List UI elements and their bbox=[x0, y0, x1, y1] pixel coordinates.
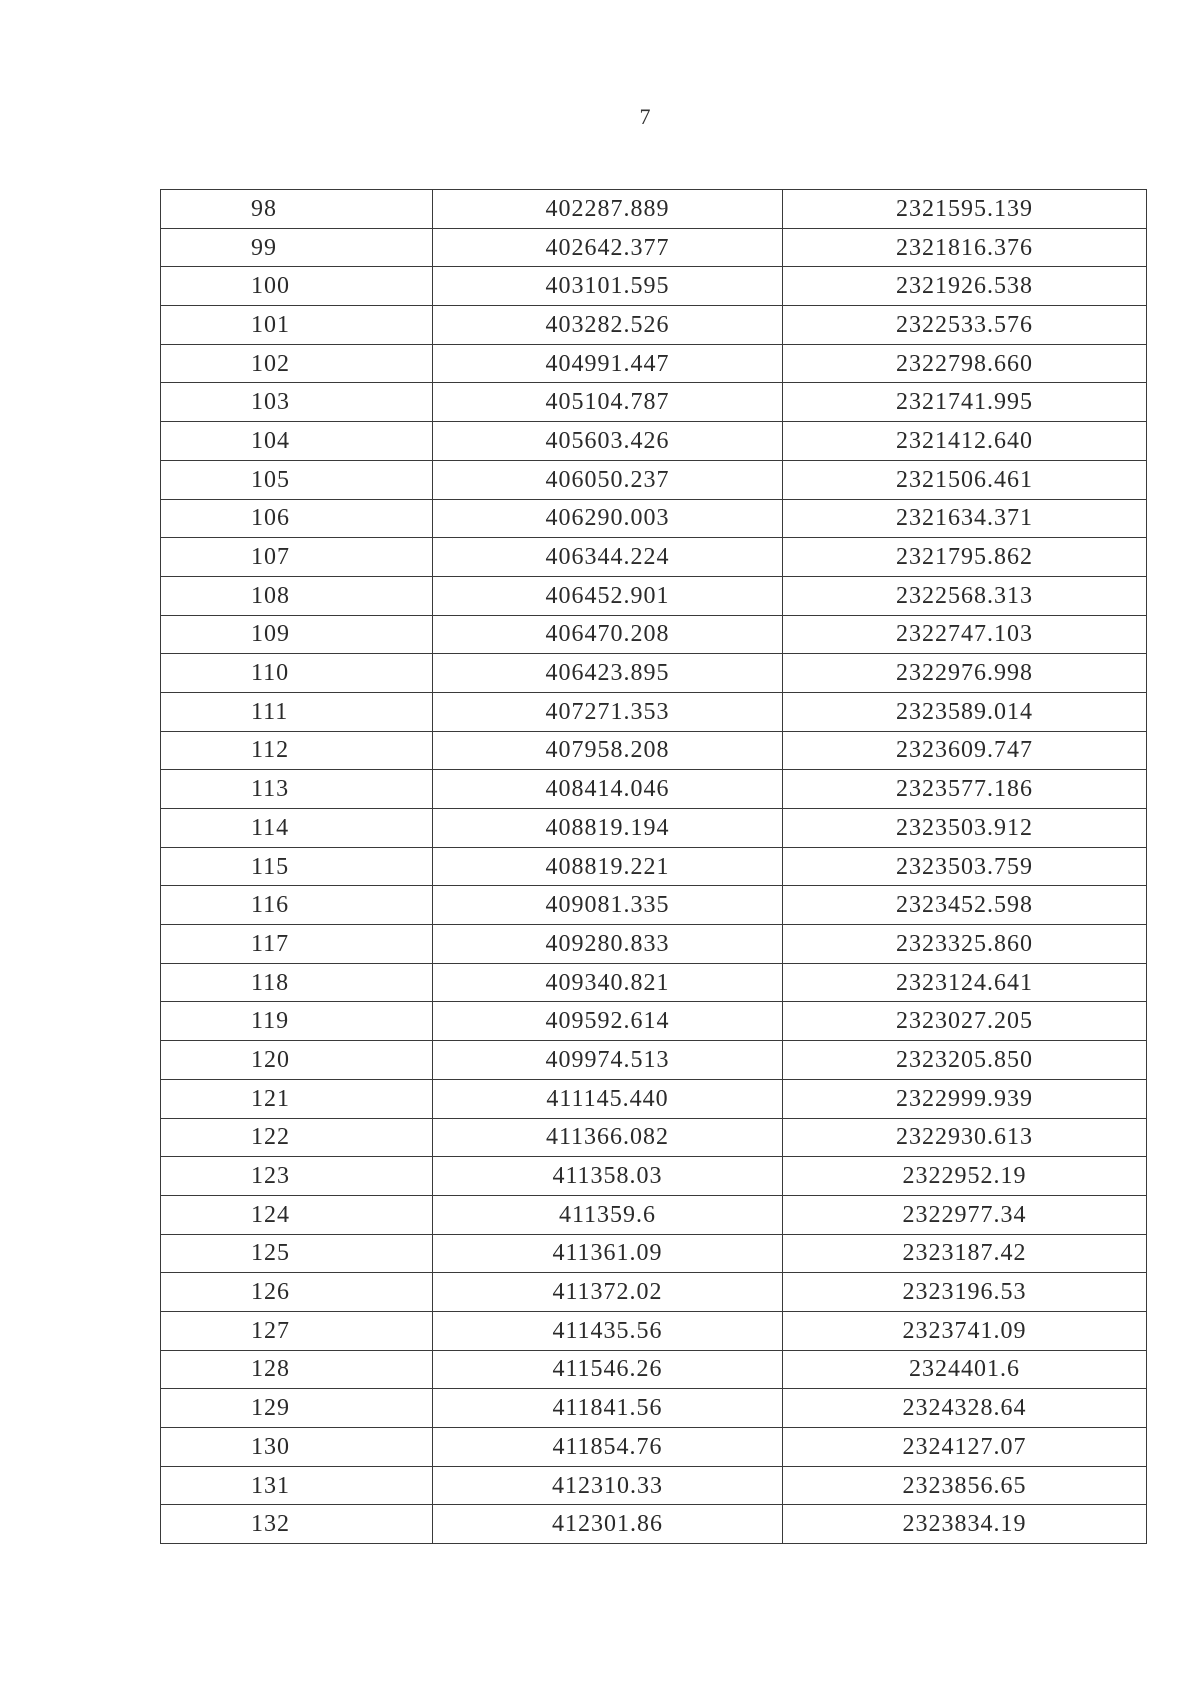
point-number-cell: 106 bbox=[161, 499, 433, 538]
x-coordinate-cell: 412310.33 bbox=[433, 1466, 783, 1505]
point-number-cell: 110 bbox=[161, 654, 433, 693]
y-coordinate-cell: 2322977.34 bbox=[783, 1195, 1147, 1234]
y-coordinate-cell: 2322533.576 bbox=[783, 306, 1147, 345]
table-row bbox=[161, 1389, 1147, 1428]
point-number-cell: 124 bbox=[161, 1195, 433, 1234]
x-coordinate-cell: 403101.595 bbox=[433, 267, 783, 306]
table-row bbox=[161, 809, 1147, 848]
y-coordinate-cell: 2323124.641 bbox=[783, 963, 1147, 1002]
x-coordinate-cell: 409081.335 bbox=[433, 886, 783, 925]
point-number-cell: 115 bbox=[161, 847, 433, 886]
point-number-cell: 117 bbox=[161, 925, 433, 964]
table-row bbox=[161, 654, 1147, 693]
table-row bbox=[161, 190, 1147, 229]
y-coordinate-cell: 2323741.09 bbox=[783, 1311, 1147, 1350]
table-row bbox=[161, 1002, 1147, 1041]
point-number-cell: 121 bbox=[161, 1079, 433, 1118]
point-number-cell: 107 bbox=[161, 538, 433, 577]
table-row bbox=[161, 344, 1147, 383]
table-row bbox=[161, 1311, 1147, 1350]
x-coordinate-cell: 411546.26 bbox=[433, 1350, 783, 1389]
y-coordinate-cell: 2322568.313 bbox=[783, 576, 1147, 615]
y-coordinate-cell: 2321506.461 bbox=[783, 460, 1147, 499]
x-coordinate-cell: 411361.09 bbox=[433, 1234, 783, 1273]
point-number-cell: 126 bbox=[161, 1273, 433, 1312]
x-coordinate-cell: 408819.221 bbox=[433, 847, 783, 886]
point-number-cell: 128 bbox=[161, 1350, 433, 1389]
y-coordinate-cell: 2323452.598 bbox=[783, 886, 1147, 925]
y-coordinate-cell: 2322747.103 bbox=[783, 615, 1147, 654]
table-row bbox=[161, 1466, 1147, 1505]
y-coordinate-cell: 2321634.371 bbox=[783, 499, 1147, 538]
point-number-cell: 122 bbox=[161, 1118, 433, 1157]
y-coordinate-cell: 2323027.205 bbox=[783, 1002, 1147, 1041]
table-row bbox=[161, 1273, 1147, 1312]
x-coordinate-cell: 406452.901 bbox=[433, 576, 783, 615]
table-row bbox=[161, 460, 1147, 499]
y-coordinate-cell: 2323187.42 bbox=[783, 1234, 1147, 1273]
point-number-cell: 130 bbox=[161, 1428, 433, 1467]
y-coordinate-cell: 2323589.014 bbox=[783, 692, 1147, 731]
y-coordinate-cell: 2323834.19 bbox=[783, 1505, 1147, 1544]
x-coordinate-cell: 411359.6 bbox=[433, 1195, 783, 1234]
x-coordinate-cell: 407958.208 bbox=[433, 731, 783, 770]
table-row bbox=[161, 576, 1147, 615]
table-row bbox=[161, 1157, 1147, 1196]
table-row bbox=[161, 383, 1147, 422]
table-row bbox=[161, 1079, 1147, 1118]
point-number-cell: 119 bbox=[161, 1002, 433, 1041]
table-row bbox=[161, 1118, 1147, 1157]
table-row bbox=[161, 499, 1147, 538]
table-row bbox=[161, 963, 1147, 1002]
y-coordinate-cell: 2323856.65 bbox=[783, 1466, 1147, 1505]
x-coordinate-cell: 405603.426 bbox=[433, 422, 783, 461]
point-number-cell: 111 bbox=[161, 692, 433, 731]
x-coordinate-cell: 406344.224 bbox=[433, 538, 783, 577]
table-row bbox=[161, 886, 1147, 925]
y-coordinate-cell: 2322952.19 bbox=[783, 1157, 1147, 1196]
table-body bbox=[161, 190, 1147, 1544]
point-number-cell: 105 bbox=[161, 460, 433, 499]
x-coordinate-cell: 406423.895 bbox=[433, 654, 783, 693]
x-coordinate-cell: 407271.353 bbox=[433, 692, 783, 731]
x-coordinate-cell: 402287.889 bbox=[433, 190, 783, 229]
x-coordinate-cell: 411435.56 bbox=[433, 1311, 783, 1350]
y-coordinate-cell: 2324401.6 bbox=[783, 1350, 1147, 1389]
point-number-cell: 102 bbox=[161, 344, 433, 383]
table-row bbox=[161, 538, 1147, 577]
y-coordinate-cell: 2324328.64 bbox=[783, 1389, 1147, 1428]
y-coordinate-cell: 2323609.747 bbox=[783, 731, 1147, 770]
y-coordinate-cell: 2321816.376 bbox=[783, 228, 1147, 267]
y-coordinate-cell: 2322976.998 bbox=[783, 654, 1147, 693]
point-number-cell: 109 bbox=[161, 615, 433, 654]
coordinate-table bbox=[160, 189, 1147, 1544]
table-row bbox=[161, 1234, 1147, 1273]
table-row bbox=[161, 692, 1147, 731]
y-coordinate-cell: 2324127.07 bbox=[783, 1428, 1147, 1467]
table-row bbox=[161, 1428, 1147, 1467]
point-number-cell: 129 bbox=[161, 1389, 433, 1428]
point-number-cell: 112 bbox=[161, 731, 433, 770]
y-coordinate-cell: 2321595.139 bbox=[783, 190, 1147, 229]
table-row bbox=[161, 1041, 1147, 1080]
point-number-cell: 99 bbox=[161, 228, 433, 267]
x-coordinate-cell: 402642.377 bbox=[433, 228, 783, 267]
point-number-cell: 98 bbox=[161, 190, 433, 229]
x-coordinate-cell: 409592.614 bbox=[433, 1002, 783, 1041]
x-coordinate-cell: 411372.02 bbox=[433, 1273, 783, 1312]
x-coordinate-cell: 409340.821 bbox=[433, 963, 783, 1002]
point-number-cell: 108 bbox=[161, 576, 433, 615]
x-coordinate-cell: 406050.237 bbox=[433, 460, 783, 499]
x-coordinate-cell: 408414.046 bbox=[433, 770, 783, 809]
y-coordinate-cell: 2323205.850 bbox=[783, 1041, 1147, 1080]
point-number-cell: 125 bbox=[161, 1234, 433, 1273]
x-coordinate-cell: 411841.56 bbox=[433, 1389, 783, 1428]
x-coordinate-cell: 406470.208 bbox=[433, 615, 783, 654]
page-number: 7 bbox=[639, 104, 651, 129]
x-coordinate-cell: 406290.003 bbox=[433, 499, 783, 538]
point-number-cell: 120 bbox=[161, 1041, 433, 1080]
table-row bbox=[161, 1505, 1147, 1544]
y-coordinate-cell: 2323503.759 bbox=[783, 847, 1147, 886]
x-coordinate-cell: 411358.03 bbox=[433, 1157, 783, 1196]
y-coordinate-cell: 2322798.660 bbox=[783, 344, 1147, 383]
point-number-cell: 127 bbox=[161, 1311, 433, 1350]
y-coordinate-cell: 2321795.862 bbox=[783, 538, 1147, 577]
table-row bbox=[161, 925, 1147, 964]
y-coordinate-cell: 2323503.912 bbox=[783, 809, 1147, 848]
point-number-cell: 132 bbox=[161, 1505, 433, 1544]
table-row bbox=[161, 1350, 1147, 1389]
table-row bbox=[161, 422, 1147, 461]
table-row bbox=[161, 615, 1147, 654]
x-coordinate-cell: 409280.833 bbox=[433, 925, 783, 964]
table-row bbox=[161, 267, 1147, 306]
y-coordinate-cell: 2323577.186 bbox=[783, 770, 1147, 809]
y-coordinate-cell: 2321412.640 bbox=[783, 422, 1147, 461]
point-number-cell: 131 bbox=[161, 1466, 433, 1505]
x-coordinate-cell: 411145.440 bbox=[433, 1079, 783, 1118]
point-number-cell: 104 bbox=[161, 422, 433, 461]
x-coordinate-cell: 408819.194 bbox=[433, 809, 783, 848]
point-number-cell: 114 bbox=[161, 809, 433, 848]
x-coordinate-cell: 409974.513 bbox=[433, 1041, 783, 1080]
x-coordinate-cell: 412301.86 bbox=[433, 1505, 783, 1544]
point-number-cell: 113 bbox=[161, 770, 433, 809]
table-row bbox=[161, 228, 1147, 267]
point-number-cell: 100 bbox=[161, 267, 433, 306]
point-number-cell: 116 bbox=[161, 886, 433, 925]
table-row bbox=[161, 306, 1147, 345]
table-row bbox=[161, 1195, 1147, 1234]
x-coordinate-cell: 405104.787 bbox=[433, 383, 783, 422]
y-coordinate-cell: 2321741.995 bbox=[783, 383, 1147, 422]
y-coordinate-cell: 2323196.53 bbox=[783, 1273, 1147, 1312]
x-coordinate-cell: 404991.447 bbox=[433, 344, 783, 383]
y-coordinate-cell: 2321926.538 bbox=[783, 267, 1147, 306]
y-coordinate-cell: 2323325.860 bbox=[783, 925, 1147, 964]
point-number-cell: 123 bbox=[161, 1157, 433, 1196]
x-coordinate-cell: 403282.526 bbox=[433, 306, 783, 345]
table-row bbox=[161, 770, 1147, 809]
x-coordinate-cell: 411854.76 bbox=[433, 1428, 783, 1467]
table-row bbox=[161, 847, 1147, 886]
point-number-cell: 118 bbox=[161, 963, 433, 1002]
point-number-cell: 103 bbox=[161, 383, 433, 422]
y-coordinate-cell: 2322999.939 bbox=[783, 1079, 1147, 1118]
point-number-cell: 101 bbox=[161, 306, 433, 345]
y-coordinate-cell: 2322930.613 bbox=[783, 1118, 1147, 1157]
x-coordinate-cell: 411366.082 bbox=[433, 1118, 783, 1157]
table-row bbox=[161, 731, 1147, 770]
